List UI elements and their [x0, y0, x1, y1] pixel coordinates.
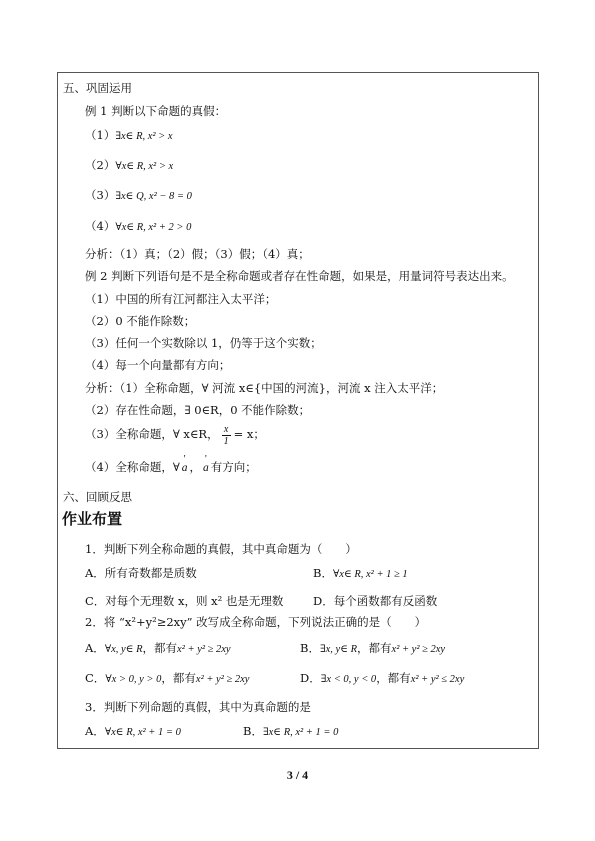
hw-q1-option-a: A．所有奇数都是质数 [85, 566, 197, 580]
item-number: （1） [85, 128, 116, 142]
hw-q2-option-d [300, 671, 464, 687]
hw-q3-option-b [243, 724, 338, 740]
math-expression: x² + y² ≥ 2xy [177, 644, 231, 655]
hw-q1-option-d: D．每个函数都有反函数 [313, 594, 438, 608]
math-expression: ∀x∈ R, x² + 2 > 0 [115, 222, 192, 233]
answer-text: （4）全称命题，∀ [85, 460, 180, 474]
answer-text: （3）全称命题，∀ x∈R， [85, 427, 219, 441]
answer-text: = x； [233, 427, 265, 441]
hw-q3-option-a [85, 724, 181, 740]
fraction-denominator: 1 [223, 435, 229, 447]
math-expression: ∃x < 0, y < 0 [320, 674, 377, 685]
page-number: 3 / 4 [286, 768, 309, 782]
example-2-item-2: （2）0 不能作除数； [85, 314, 196, 328]
section-5-title: 五、巩固运用 [63, 81, 132, 95]
separator: ， [189, 460, 202, 474]
vector-symbol: ' a [182, 458, 188, 475]
math-expression: ∃x∈ R, x² > x [115, 131, 173, 142]
math-expression: ∀x, y∈ R [104, 644, 143, 655]
homework-title: 作业布置 [62, 510, 123, 528]
example-1-heading: 例 1 判断以下命题的真假： [85, 104, 227, 118]
math-expression: ∀x∈ R, x² + 1 = 0 [104, 727, 181, 738]
example-2-answer-1: 分析：（1）全称命题，∀ 河流 x∈{中国的河流}，河流 x 注入太平洋； [85, 381, 444, 395]
option-text: ，都有 [357, 641, 392, 655]
example-2-item-4: （4）每一个向量都有方向； [85, 358, 231, 372]
hw-question-2: 2．将 “x²+y²≥2xy” 改写成全称命题，下列说法正确的是（ ） [85, 615, 427, 629]
option-text: ，都有 [376, 671, 411, 685]
math-expression: ∀x > 0, y > 0 [105, 674, 162, 685]
item-number: （2） [85, 158, 116, 172]
example-1-analysis: 分析：（1）真；（2）假；（3）假；（4）真； [85, 247, 310, 261]
hw-q2-option-a [85, 641, 231, 657]
example-2-answer-2: （2）存在性命题，∃ 0∈R，0 不能作除数； [85, 403, 311, 417]
example-1-item-2 [85, 158, 173, 174]
option-text: ，都有 [142, 641, 178, 655]
example-1-item-3 [85, 188, 192, 204]
math-expression: x² + y² ≤ 2xy [410, 674, 465, 685]
example-2-item-1: （1）中国的所有江河都注入太平洋； [85, 292, 277, 306]
item-number: （4） [85, 219, 116, 233]
option-label: B． [313, 566, 333, 580]
fraction [222, 424, 231, 447]
example-2-item-3: （3）任何一个实数除以 1，仍等于这个实数； [85, 336, 322, 350]
option-label: D． [300, 671, 321, 685]
option-label: A． [85, 641, 105, 655]
option-label: A． [85, 724, 105, 738]
example-2-answer-3 [85, 422, 265, 447]
hw-q2-option-b [300, 641, 445, 657]
example-2-heading: 例 2 判断下列语句是不是全称命题或者存在性命题，如果是，用量词符号表达出来。 [85, 269, 514, 283]
section-6-title: 六、回顾反思 [63, 490, 132, 504]
fraction-numerator: x [222, 424, 231, 436]
hw-q1-option-c: C．对每个无理数 x，则 x² 也是无理数 [85, 594, 284, 608]
math-expression: ∀x∈ R, x² + 1 ≥ 1 [332, 569, 408, 580]
example-1-item-4 [85, 219, 191, 235]
math-expression: ∃x∈ R, x² + 1 = 0 [262, 727, 339, 738]
math-expression: x² + y² ≥ 2xy [391, 644, 446, 655]
math-expression: ∀x∈ R, x² > x [115, 161, 174, 172]
hw-question-3: 3．判断下列命题的真假，其中为真命题的是 [85, 700, 311, 714]
option-label: C． [85, 671, 106, 685]
math-expression: x² + y² ≥ 2xy [195, 674, 250, 685]
vector-symbol: ' a [203, 458, 209, 475]
option-label: B． [300, 641, 320, 655]
answer-text: 有方向； [210, 460, 257, 474]
option-text: ，都有 [161, 671, 196, 685]
example-2-answer-4 [85, 458, 257, 475]
item-number: （3） [85, 188, 116, 202]
math-expression: ∃x∈ Q, x² − 8 = 0 [115, 191, 192, 202]
option-label: B． [243, 724, 263, 738]
hw-question-1: 1．判断下列全称命题的真假，其中真命题为（ ） [85, 542, 357, 556]
math-expression: ∃x, y∈ R [319, 644, 358, 655]
example-1-item-1 [85, 128, 173, 144]
hw-q2-option-c [85, 671, 249, 687]
hw-q1-option-b [313, 566, 408, 582]
